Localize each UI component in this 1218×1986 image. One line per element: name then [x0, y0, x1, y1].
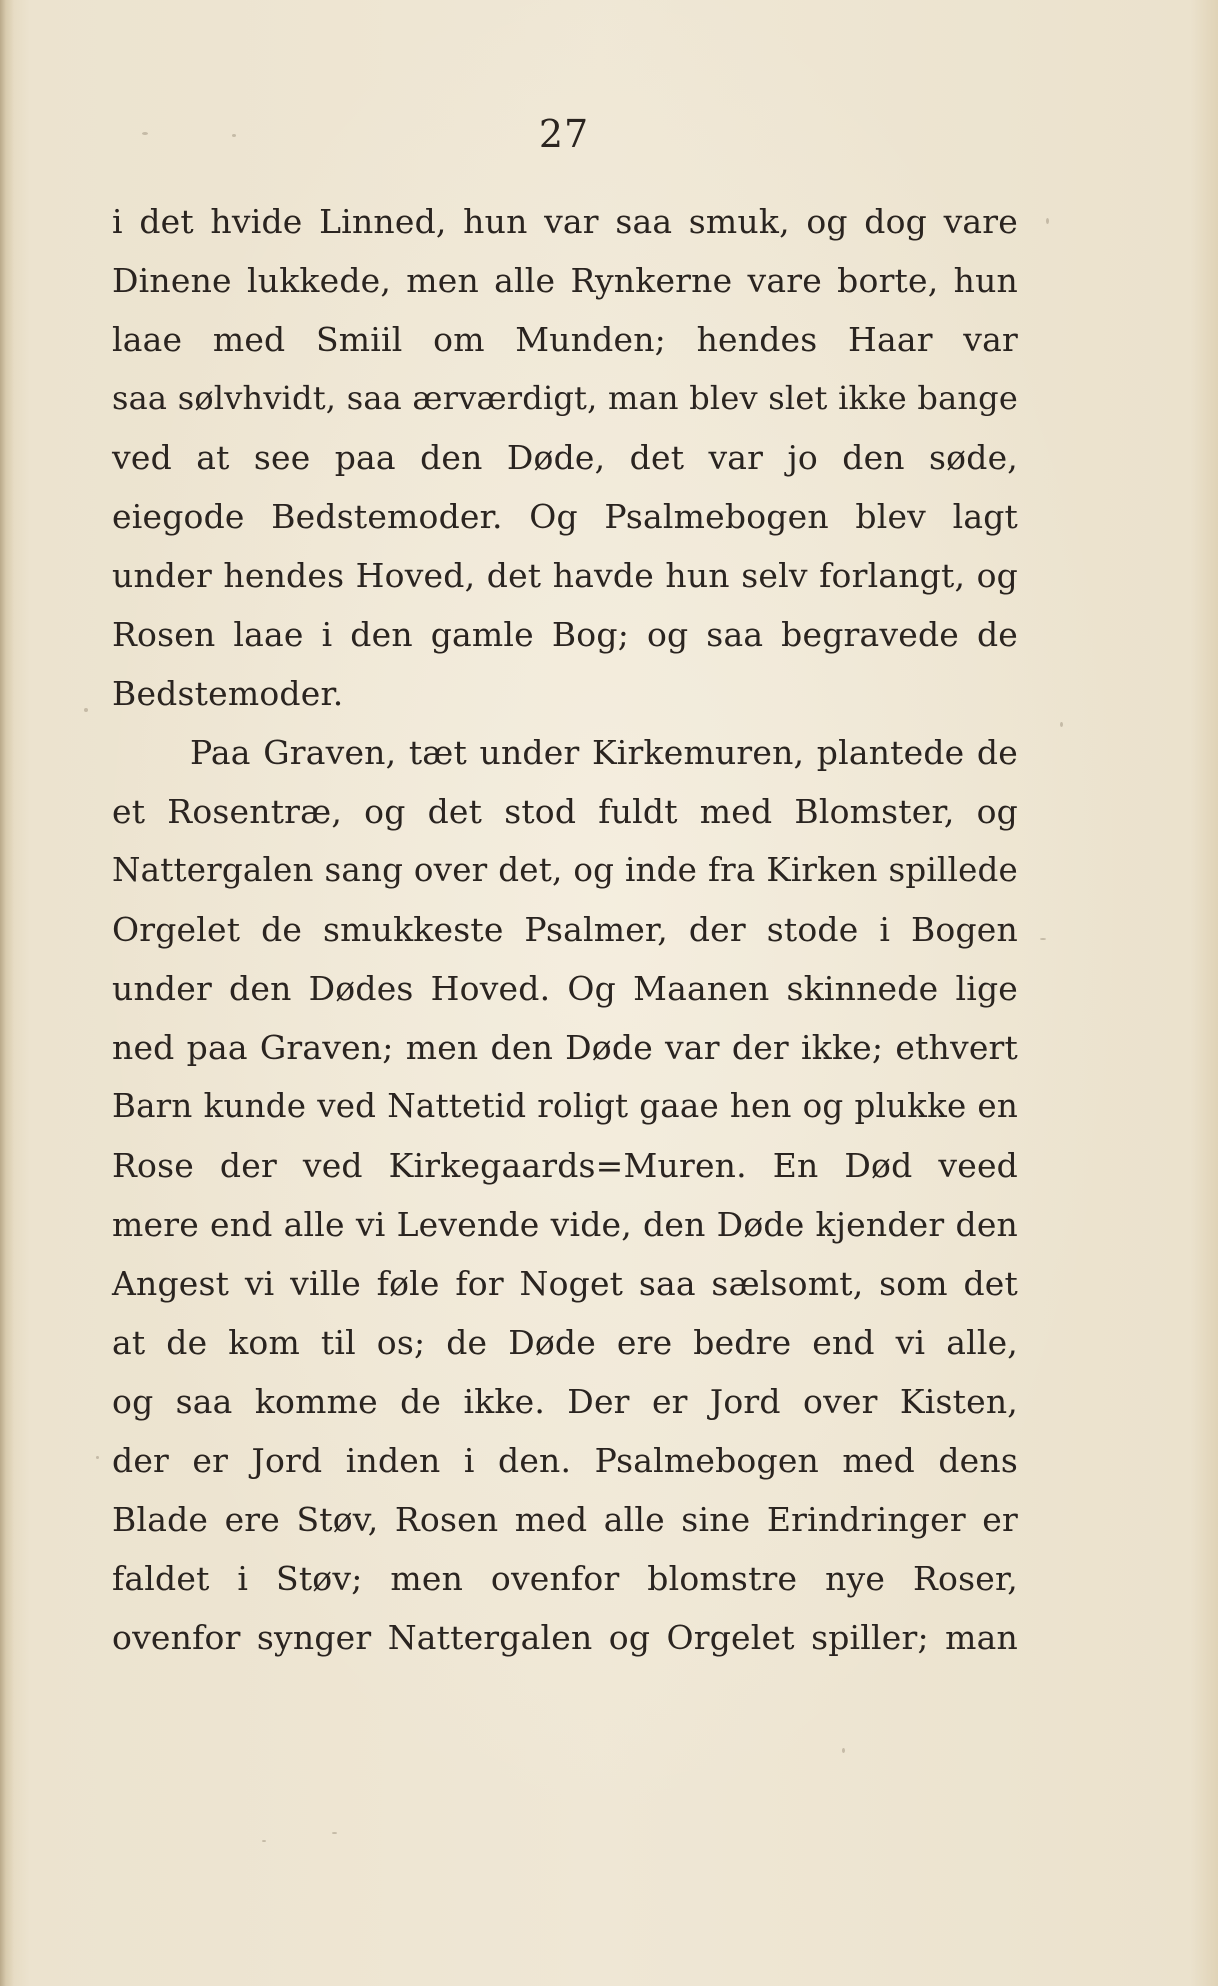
text-line: under hendes Hoved, det havde hun selv forlangt, og [112, 556, 1018, 595]
text-line: at de kom til os; de Døde ere bedre end vi alle, [112, 1323, 1018, 1362]
text-line: Rosen laae i den gamle Bog; og saa begravede de [112, 615, 1018, 654]
text-line: Rose der ved Kirkegaards=Muren. En Død veed [112, 1146, 1018, 1185]
paper-fleck [1040, 938, 1046, 940]
text-line: ved at see paa den Døde, det var jo den søde, [112, 438, 1018, 477]
text-line: saa sølvhvidt, saa ærværdigt, man blev slet ikke bange [112, 379, 1018, 417]
text-line: Barn kunde ved Nattetid roligt gaae hen og plukke en [112, 1087, 1018, 1125]
paper-fleck [262, 1840, 266, 1842]
text-line: i det hvide Linned, hun var saa smuk, og dog vare [112, 202, 1018, 241]
text-line: ned paa Graven; men den Døde var der ikke; ethvert [112, 1028, 1018, 1067]
paper-fleck [1060, 722, 1063, 727]
text-line: Dinene lukkede, men alle Rynkerne vare borte, hun [112, 261, 1018, 300]
text-line: laae med Smiil om Munden; hendes Haar var [112, 320, 1018, 359]
paper-fleck [332, 1832, 337, 1834]
text-line: Nattergalen sang over det, og inde fra Kirken spillede [112, 851, 1018, 889]
text-line: Blade ere Støv, Rosen med alle sine Erindringer er [112, 1500, 1018, 1539]
paper-fleck [842, 1748, 845, 1753]
text-line: og saa komme de ikke. Der er Jord over Kisten, [112, 1382, 1018, 1421]
text-line: under den Dødes Hoved. Og Maanen skinnede lige [112, 969, 1018, 1008]
paper-fleck [1046, 218, 1049, 224]
binding-edge [0, 0, 14, 1986]
body-text [112, 192, 1018, 1667]
text-line: et Rosentræ, og det stod fuldt med Blomster, og [112, 792, 1018, 831]
paper-fleck [84, 708, 88, 712]
text-line: eiegode Bedstemoder. Og Psalmebogen blev lagt [112, 497, 1018, 536]
text-line: ovenfor synger Nattergalen og Orgelet spiller; man [112, 1618, 1018, 1657]
text-line: mere end alle vi Levende vide, den Døde kjender den [112, 1205, 1018, 1244]
paragraph-start-line: Paa Graven, tæt under Kirkemuren, plantede de [190, 733, 1018, 772]
page-number: 27 [538, 112, 590, 156]
text-line: Angest vi ville føle for Noget saa sælsomt, som det [112, 1264, 1018, 1303]
paper-fleck [96, 1456, 99, 1459]
text-line: faldet i Støv; men ovenfor blomstre nye Roser, [112, 1559, 1018, 1598]
paragraph-end-line: Bedstemoder. [112, 674, 344, 713]
text-line: der er Jord inden i den. Psalmebogen med dens [112, 1441, 1018, 1480]
text-line: Orgelet de smukkeste Psalmer, der stode i Bogen [112, 910, 1018, 949]
